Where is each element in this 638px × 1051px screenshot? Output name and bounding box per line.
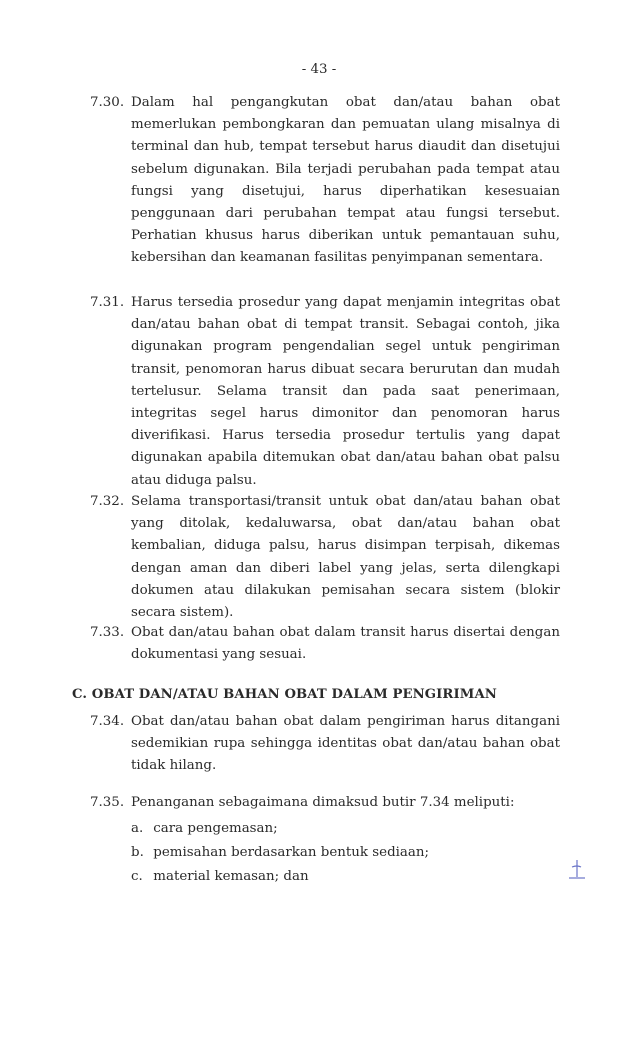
clause-number: 7.31.	[90, 295, 125, 310]
clause-7-35	[90, 792, 560, 814]
clause-text: Dalam hal pengangkutan obat dan/atau bahan obat memerlukan pembongkaran dan pemuatan ulang misalnya di terminal dan hub, tempat tersebut harus diaudit dan disetujui sebelum digunakan. Bila terjadi perubahan pada tempat atau fungsi yang disetujui, harus diperhatikan kesesuaian penggunaan dari perubahan tempat atau fungsi tersebut. Perhatian khusus harus diberikan untuk pemantauan suhu, kebersihan dan keamanan fasilitas penyimpanan sementara.	[131, 95, 560, 266]
sub-item-c	[131, 866, 551, 888]
sub-item-b	[131, 842, 551, 864]
clause-number: 7.30.	[90, 95, 125, 110]
sub-item-text: pemisahan berdasarkan bentuk sediaan;	[153, 845, 430, 860]
sub-item-a	[131, 818, 551, 840]
clause-number: 7.32.	[90, 494, 125, 509]
sub-item-letter: b.	[131, 845, 144, 860]
clause-text: Obat dan/atau bahan obat dalam pengiriman harus ditangani sedemikian rupa sehingga identitas obat dan/atau bahan obat tidak hilang.	[131, 714, 560, 774]
clause-7-30	[90, 92, 560, 270]
sub-item-text: material kemasan; dan	[153, 869, 309, 884]
sub-item-letter: a.	[131, 821, 144, 836]
clause-number: 7.34.	[90, 714, 125, 729]
paraf-mark-icon	[567, 858, 587, 882]
clause-text: Harus tersedia prosedur yang dapat menjamin integritas obat dan/atau bahan obat di tempat transit. Sebagai contoh, jika digunakan program pengendalian segel untuk pengiriman transit, penomoran harus dibuat secara berurutan dan mudah tertelusur. Selama transit dan pada saat penerimaan, integritas segel harus dimonitor dan penomoran harus diverifikasi. Harus tersedia prosedur tertulis yang dapat digunakan apabila ditemukan obat dan/atau bahan obat palsu atau diduga palsu.	[131, 295, 560, 488]
clause-text: Penanganan sebagaimana dimaksud butir 7.34 meliputi:	[131, 795, 515, 810]
section-heading: C. OBAT DAN/ATAU BAHAN OBAT DALAM PENGIRIMAN	[72, 687, 497, 702]
sub-item-text: cara pengemasan;	[153, 821, 278, 836]
clause-number: 7.35.	[90, 795, 125, 810]
clause-number: 7.33.	[90, 625, 125, 640]
clause-7-32	[90, 491, 560, 624]
clause-text: Selama transportasi/transit untuk obat dan/atau bahan obat yang ditolak, kedaluwarsa, obat dan/atau bahan obat kembalian, diduga palsu, harus disimpan terpisah, dikemas dengan aman dan diberi label yang jelas, serta dilengkapi dokumen atau dilakukan pemisahan secara sistem (blokir secara sistem).	[131, 494, 560, 621]
sub-item-letter: c.	[131, 869, 143, 884]
clause-7-31	[90, 292, 560, 492]
page-number: - 43 -	[301, 62, 337, 77]
clause-text: Obat dan/atau bahan obat dalam transit harus disertai dengan dokumentasi yang sesuai.	[131, 625, 560, 663]
clause-7-34	[90, 711, 560, 778]
clause-7-33	[90, 622, 560, 666]
